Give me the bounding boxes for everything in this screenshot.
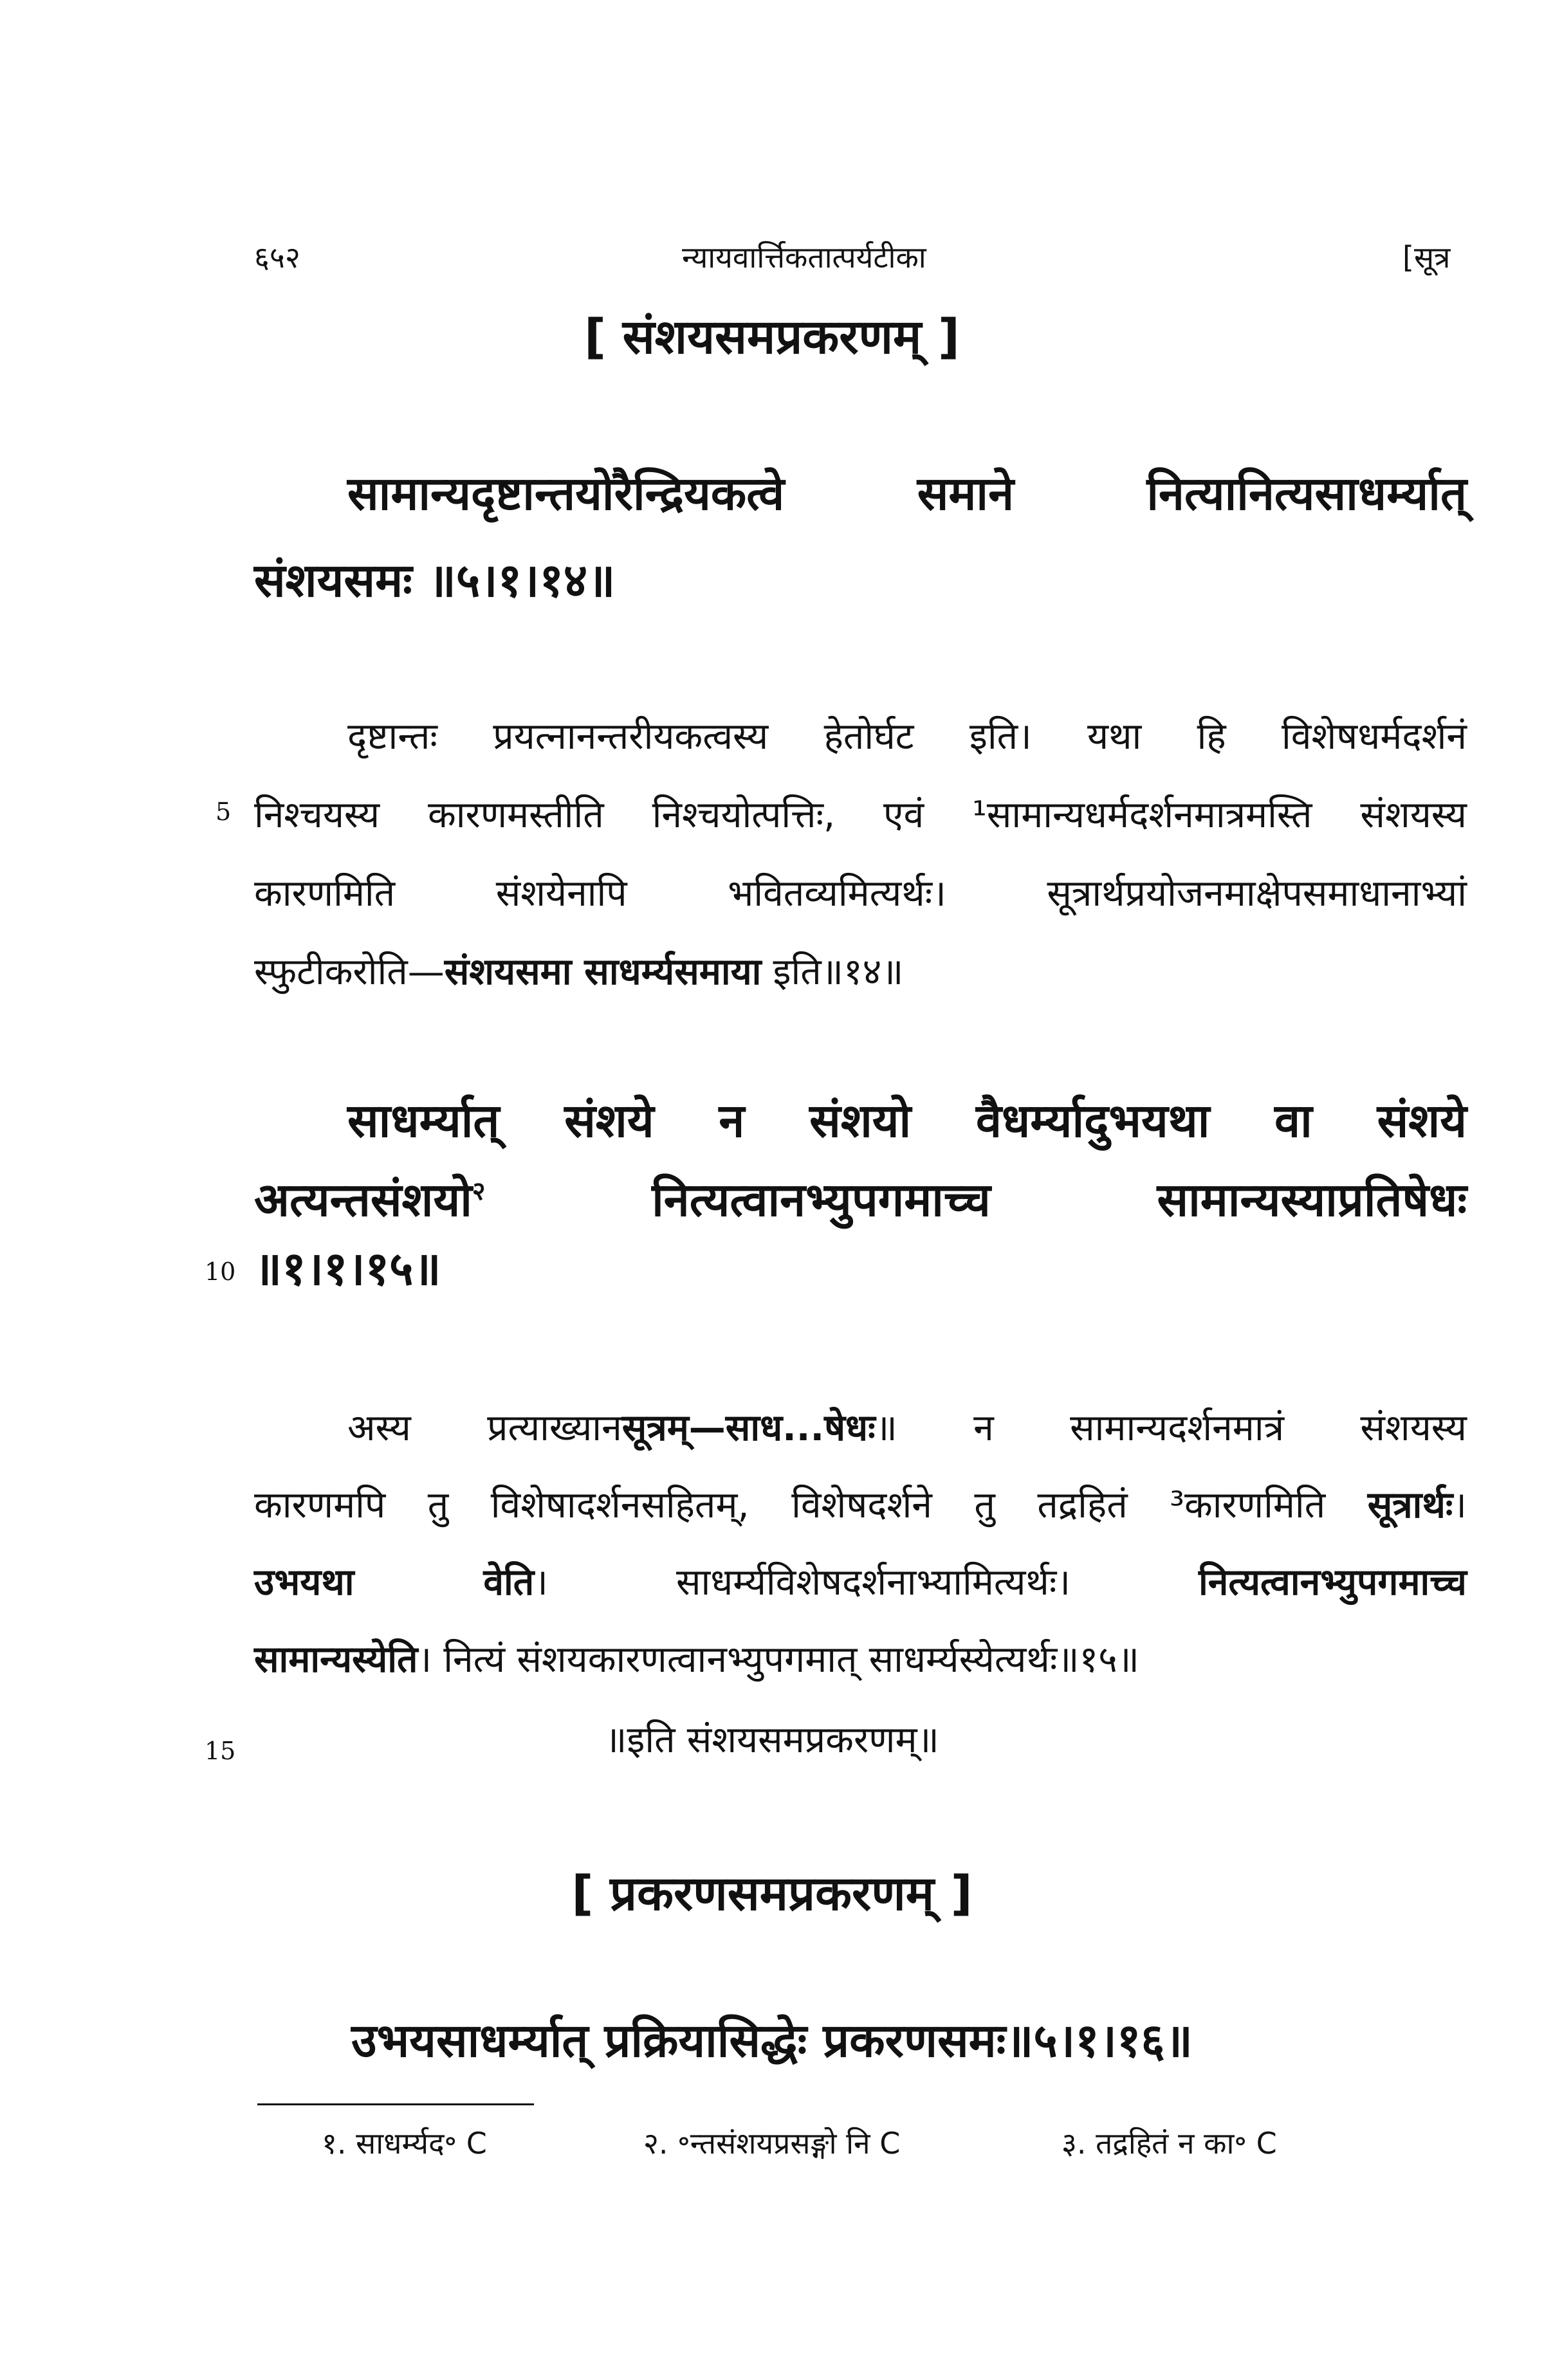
sutra-15-line-2-post: नित्यत्वानभ्युपगमाच्च सामान्यस्याप्रतिषेधः — [485, 1173, 1467, 1227]
sutra-15-line-2 — [254, 1158, 1467, 1233]
line-number-5: 5 — [216, 798, 232, 826]
line-number-10: 10 — [205, 1258, 236, 1286]
line-number-15: 15 — [205, 1737, 236, 1765]
commentary-14-line-4 — [254, 937, 903, 1007]
commentary-15-line-2-post: । — [1453, 1484, 1467, 1526]
commentary-15-line-2 — [254, 1470, 1467, 1541]
footnote-rule — [257, 2103, 534, 2105]
commentary-15-line-2-bold: सूत्रार्थः — [1367, 1484, 1453, 1526]
section-heading-samshayasama: [ संशयसमप्रकरणम् ] — [584, 309, 960, 365]
section-label: [सूत्र — [1402, 240, 1451, 275]
footnote-3 — [1062, 2123, 1277, 2163]
running-title: न्यायवार्त्तिकतात्पर्यटीका — [682, 240, 926, 275]
commentary-15-line-4-bold: सामान्यस्येति — [254, 1638, 418, 1681]
commentary-14-line-3: कारणमिति संशयेनापि भवितव्यमित्यर्थः। सूत्रार्थप्रयोजनमाक्षेपसमाधानाभ्यां — [254, 872, 1467, 915]
commentary-14-line-2: निश्चयस्य कारणमस्तीति निश्चयोत्पत्तिः, एवं ¹सामान्यधर्मदर्शनमात्रमस्ति संशयस्य — [254, 794, 1467, 836]
sutra-14-line-2: संशयसमः ॥५।१।१४॥ — [254, 553, 616, 607]
footnote-1 — [322, 2123, 487, 2163]
closing-colophon: ॥इति संशयसमप्रकरणम्॥ — [605, 1719, 939, 1761]
sutra-14 — [347, 460, 1467, 527]
commentary-14-line-4-bold: संशयसमा साधर्म्यसमाया — [444, 951, 762, 993]
commentary-15-line-3-bold-2: नित्यत्वानभ्युपगमाच्च — [1199, 1561, 1467, 1604]
commentary-15-line-4 — [254, 1624, 1139, 1695]
footnote-1-text: साधर्म्यद॰ C — [356, 2126, 487, 2161]
commentary-15-line-3-bold-1: उभयथा वेति — [254, 1561, 535, 1604]
commentary-14-line-4-post: इति॥१४॥ — [761, 951, 904, 993]
commentary-15-line-3 — [254, 1547, 1467, 1618]
commentary-14-line-1: दृष्टान्तः प्रयत्नानन्तरीयकत्वस्य हेतोर्घट इति। यथा हि विशेषधर्मदर्शनं — [347, 715, 1467, 758]
sutra-15-line-2-pre: अत्यन्तसंशयो — [254, 1173, 472, 1227]
sutra-16: उभयसाधर्म्यात् प्रक्रियासिद्धेः प्रकरणसमः॥५।१।१६॥ — [351, 2013, 1193, 2067]
footnote-3-mark: ३. — [1062, 2126, 1087, 2161]
footnote-ref-2: २ — [472, 1176, 486, 1206]
section-heading-prakaranasama: [ प्रकरणसमप्रकरणम् ] — [571, 1866, 973, 1921]
commentary-15-line-4-post: । नित्यं संशयकारणत्वानभ्युपगमात् साधर्म्यस्येत्यर्थः॥१५॥ — [418, 1638, 1139, 1681]
commentary-15-line-2-pre: कारणमपि तु विशेषादर्शनसहितम्, विशेषदर्शने तु तद्रहितं ³कारणमिति — [254, 1484, 1368, 1526]
commentary-15-line-1-post: ॥ न सामान्यदर्शनमात्रं संशयस्य — [875, 1407, 1467, 1449]
commentary-15-line-3-mid: । साधर्म्यविशेषदर्शनाभ्यामित्यर्थः। — [534, 1561, 1199, 1604]
footnote-2 — [643, 2123, 900, 2163]
footnote-2-text: ॰न्तसंशयप्रसङ्गो नि C — [677, 2126, 901, 2161]
commentary-15-line-1 — [347, 1393, 1467, 1463]
sutra-14-line-1: सामान्यदृष्टान्तयोरैन्द्रियकत्वे समाने नित्यानित्यसाधर्म्यात् — [347, 466, 1467, 520]
sutra-15-line-1: साधर्म्यात् संशये न संशयो वैधर्म्यादुभयथा वा संशये — [347, 1094, 1467, 1148]
commentary-15-line-1-bold: सूत्रम्—साध...षेधः — [621, 1407, 876, 1449]
commentary-15-line-1-pre: अस्य प्रत्याख्यान — [347, 1407, 622, 1449]
commentary-14-line-4-pre: स्फुटीकरोति— — [254, 951, 445, 993]
sutra-15-line-3: ॥१।१।१५॥ — [254, 1241, 441, 1295]
footnote-1-mark: १. — [322, 2126, 347, 2161]
page-number: ६५२ — [254, 240, 300, 275]
footnote-3-text: तद्रहितं न का॰ C — [1096, 2126, 1277, 2161]
footnote-2-mark: २. — [643, 2126, 668, 2161]
